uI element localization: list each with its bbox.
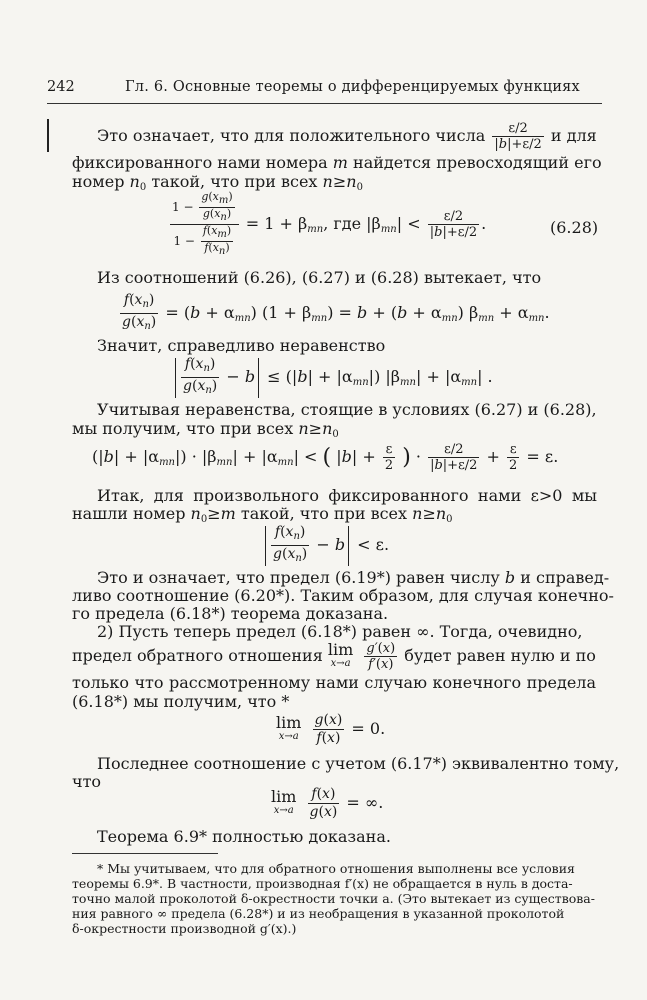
inequality: $\frac{f(x_n)}{g(x_n)}$ − b < ε. [262,524,389,567]
limit-equation: lim x→a $\frac{f(x)}{g(x)}$ = ∞. [271,786,384,820]
page-number: 242 [47,79,75,95]
text-line: Это означает, что для положительного числа $\frac{\varepsilon/2}{|b|+\varepsilon/2}$ и для [97,121,597,152]
text-line: номер $n_0$ такой, что при всех $n\ge n_0$ [72,172,363,193]
margin-mark [47,119,49,152]
inequality: $(|b| + |\alpha_{mn}|) \cdot |\beta_{mn}| + |\alpha_{mn}|$ < ( |b| + $\frac{\varepsilon}{2}$ ) · $\frac{\varepsilon/2}{|b|+\varepsilon/2}$ + $\frac{\varepsilon}{2}$ = ε. [92,442,559,473]
text-line: 2) Пусть теперь предел (6.18*) равен ∞. Тогда, очевидно, [97,622,583,641]
equation-label: (6.28) [550,218,599,237]
text-line: предел обратного отношения lim x→a $\frac{g'(x)}{f'(x)}$ будет равен нулю и по [72,639,596,672]
footnote-line: теоремы 6.9*. В частности, производная f′(x) не обращается в нуль в доста- [72,876,573,891]
text-line: Это и означает, что предел (6.19*) равен числу b и справед- [97,568,610,587]
text-line: Теорема 6.9* полностью доказана. [97,827,391,846]
equation: $\frac{f(x_n)}{g(x_n)}$ = $(b + \alpha_{mn})$ $(1 + \beta_{mn}) = b + (b + \alpha_{mn})$ $\beta_{mn} + \alpha_{mn}$. [122,292,550,332]
text-line: Из соотношений (6.26), (6.27) и (6.28) вытекает, что [97,268,542,287]
text-line: Учитывая неравенства, стоящие в условиях (6.27) и (6.28), [97,400,597,419]
text-line: фиксированного нами номера m найдется превосходящий его [72,153,602,172]
text-line: го предела (6.18*) теорема доказана. [72,604,389,623]
text-line: мы получим, что при всех $n\ge n_0$ [72,419,339,440]
text-line: Значит, справедливо неравенство [97,336,386,355]
inequality: $\frac{f(x_n)}{g(x_n)}$ − $b \le (|b| + |\alpha_{mn}|)$ $|\beta_{mn}| + |\alpha_{mn}|$ . [172,356,493,399]
footnote-rule [72,853,218,854]
text-line: Итак, для произвольного фиксированного нами ε>0 мы [97,486,597,505]
text-line: Последнее соотношение с учетом (6.17*) эквивалентно тому, [97,754,620,773]
header-rule [47,103,602,104]
text-line: ливо соотношение (6.20*). Таким образом, для случая конечно- [72,586,614,605]
running-title: Гл. 6. Основные теоремы о дифференцируемых функциях [125,79,580,95]
text-line: только что рассмотренному нами случаю конечного предела [72,673,596,692]
text-line: нашли номер $n_0\ge m$ такой, что при всех $n\ge n_0$ [72,504,453,525]
text-line: (6.18*) мы получим, что * [72,692,290,711]
fraction: $\frac{\varepsilon/2}{|b|+\varepsilon/2}$ [494,121,542,152]
limit-equation: lim x→a $\frac{g(x)}{f(x)}$ = 0. [276,712,386,746]
equation-6-28: 1 − $\frac{g(x_m)}{g(x_n)}$ 1 − $\frac{f(x_m)}{f(x_n)}$ = $1 + \beta_{mn}$, где $|\beta_{mn}|$ < $\frac{\varepsilon/2}{|b|+\varepsilon/2}$ . [172,190,487,257]
text-line: что [72,772,102,791]
footnote-line: * Мы учитываем, что для обратного отношения выполнены все условия [97,861,575,876]
footnote-line: ния равного ∞ предела (6.28*) и из необращения в указанной проколотой [72,906,565,921]
footnote-line: точно малой проколотой δ-окрестности точки a. (Это вытекает из существова- [72,891,595,906]
footnote-line: δ-окрестности производной g′(x).) [72,921,297,936]
